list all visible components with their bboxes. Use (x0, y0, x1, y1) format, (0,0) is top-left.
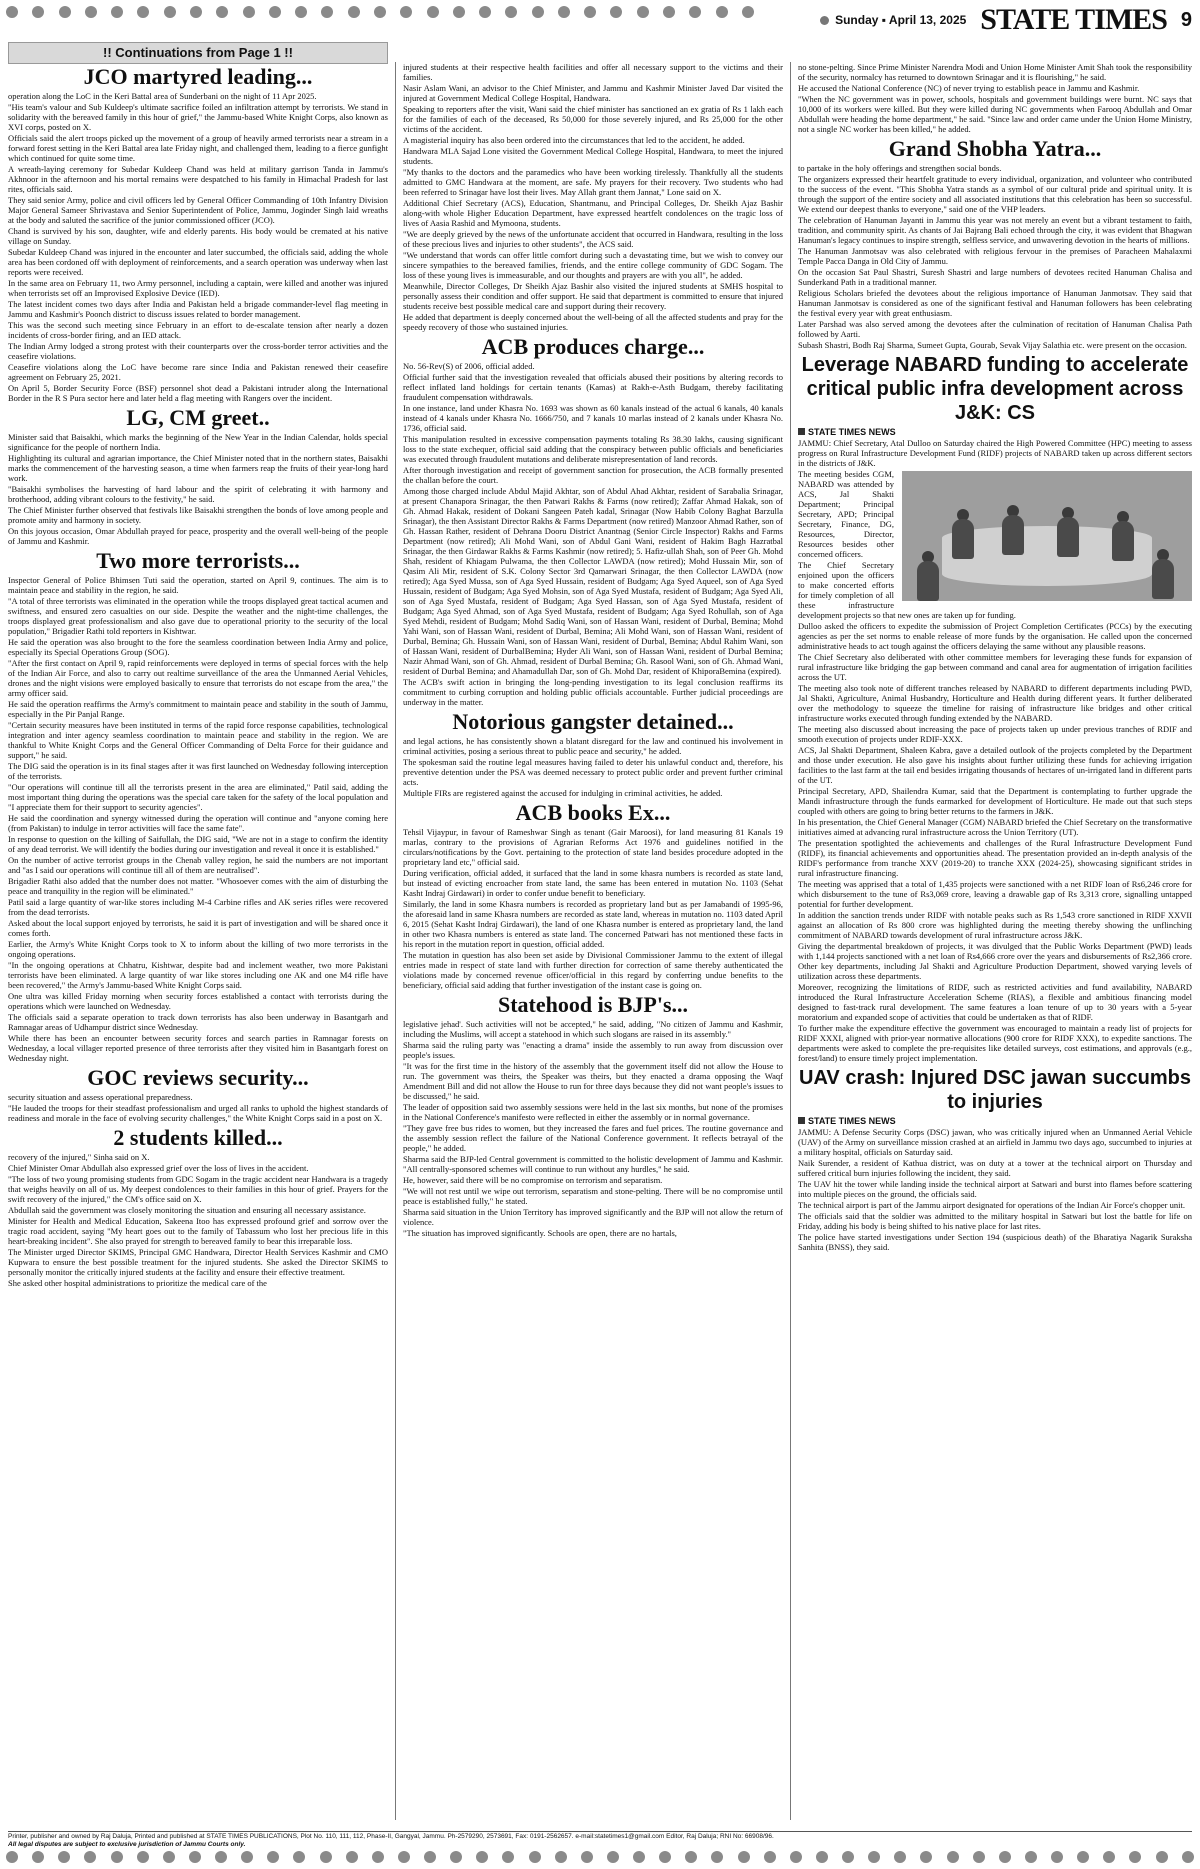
article-headline: LG, CM greet.. (126, 405, 270, 430)
newspaper-logo: STATE TIMES (980, 3, 1167, 36)
article-paragraph: Tehsil Vijaypur, in favour of Rameshwar Singh as tenant (Gair Maroosi), for land measuring 81 Kanals 19 marlas, contrary to the provisions of Agrarian Reforms Act 1976 and guidelines notified in the circulars/notifications by the Govt. pertaining to the protection of state land besides procedure adopted in the proprietary land etc," official said. (403, 827, 783, 867)
article-paragraph: Officials said the alert troops picked up the movement of a group of heavily armed terrorists near a stream in a forward forest setting in the Keri Battal area late Friday night, and challenged them, leading to a fierce gunfight which continued for quite some time. (8, 133, 388, 163)
nabard-headline: Leverage NABARD funding to accelerate critical public infra development across J&K: CS (801, 354, 1189, 424)
article-paragraph: They said senior Army, police and civil officers led by General Officer Commanding of 10th Infantry Division Major General Sameer Shrivastava and Senior Superintendent of Police, Jammu, Joginder Singh laid wreaths at the body and saluted the sacrifice of the junior commissioned officer (JCO). (8, 195, 388, 225)
article-paragraph: "When the NC government was in power, schools, hospitals and government buildings were burnt. NC says that 10,000 of its workers were killed. But they were killed during NC governments when Farooq Abdullah and Omar Abdullah were heading the home department," he said. "Since law and order came under the Union Home Ministry, not a single NC worker has been killed," he added. (798, 94, 1192, 134)
decorative-dot (58, 1851, 70, 1863)
continuations-banner: !! Continuations from Page 1 !! (8, 42, 388, 64)
footer-imprint: Printer, publisher and owned by Raj Daluja, Printed and published at STATE TIMES PUBLICATIONS, Plot No. 110, 111, 112, Phase-II, Gangyal, Jammu. Ph-2579290, 2573691, Fax: 0191-2562657. e-mail:statetimes1@gmail.com Editor, Raj Daluja; RNI No: 66908/96. (8, 1833, 774, 1840)
article-paragraph: The Chief Secretary enjoined upon the officers to make concerted efforts for timely completion of all these infrastructure development projects so that new ones are taken up for funding. (798, 560, 1016, 620)
article-paragraph: He said the coordination and synergy witnessed during the operation will continue and "anyone coming here (from Pakistan) to indulge in terror activities will face the same fate". (8, 813, 388, 833)
article-paragraph: The meeting also took note of different tranches released by NABARD to different departments including PWD, Jal Shakti, Agriculture, Animal Husbandry, Horticulture and Health during different years. It further deliberated over the methodology to squeeze the timeline for raising of infrastructure like bridges and other critical infrastructure works executed through funding extended by the NABARD. (798, 683, 1192, 723)
uav-headline: UAV crash: Injured DSC jawan succumbs to injuries (799, 1067, 1191, 1113)
article-paragraph: "We will not rest until we wipe out terrorism, separatism and stone-pelting. There will be no compromise until peace is established fully," he stated. (403, 1186, 783, 1206)
article-paragraph: to partake in the holy offerings and strengthen social bonds. (798, 163, 1002, 173)
decorative-dot (479, 6, 491, 18)
decorative-dot (584, 6, 596, 18)
column-1 (8, 62, 388, 1820)
article-paragraph: Nasir Aslam Wani, an advisor to the Chief Minister, and Jammu and Kashmir Minister Javed Dar visited the injured at Government Medical College Hospital, Handwara. (403, 83, 783, 103)
article-paragraph: Ceasefire violations along the LoC have become rare since India and Pakistan renewed their ceasefire agreement on February 25, 2021. (8, 362, 388, 382)
article-paragraph: "They gave free bus rides to women, but they increased the fares and fuel prices. The routine governance and the assembly session reflect the failure of the National Conference government. It reflects betrayal of the people," he added. (403, 1123, 783, 1153)
decorative-dot (453, 6, 465, 18)
article-headline: Statehood is BJP's... (497, 992, 689, 1017)
decorative-dot (1103, 1851, 1115, 1863)
nabard-beside-photo: The meeting besides CGM, NABARD was attended by ACS, Jal Shakti Department; Principal Secretary, APD; Principal Secretary, Finance, DG, Resources, Director, Resources besides other concerned officers. (798, 469, 894, 559)
decorative-dot (1182, 1851, 1194, 1863)
uav-body (798, 1127, 1192, 1252)
article-paragraph: "The loss of two young promising students from GDC Sogam in the tragic accident near Handwara is a tragedy that weighs heavily on all of us. My deepest condolences to their families in this hour of grief. Prayers for the swift recovery of the injured," the CM's office said on X. (8, 1174, 388, 1204)
decorative-dot (6, 6, 18, 18)
article-paragraph: He added that department is deeply concerned about the well-being of all the affected students and pray for the speedy recovery of those who sustained injuries. (403, 312, 783, 332)
decorative-dot (532, 6, 544, 18)
article-paragraph: This manipulation resulted in excessive compensation payments totaling Rs 38.30 lakhs, causing significant loss to the state exchequer, official said adding that the conspiracy between public officials and beneficiaries was executed through fraudulent mutations and deliberate misrepresentation of land records. (403, 434, 783, 464)
article-paragraph: "In the ongoing operations at Chhatru, Kishtwar, despite bad and inclement weather, two more Pakistani terrorists have been eliminated. A large quantity of war like stores including one AK and one M4 rifle have been recovered," the Army's Jammu-based White Knight Corps said. (8, 960, 388, 990)
article-paragraph: ACS, Jal Shakti Department, Shaleen Kabra, gave a detailed outlook of the projects completed by the Department and those under execution. He also gave his insights about further utilizing these funds for achieving irrigation facilities to the last farm at the tail end besides irrigating thousands of hectares of un-irrigated land in different parts of the UT. (798, 745, 1192, 785)
article-paragraph: In his presentation, the Chief General Manager (CGM) NABARD briefed the Chief Secretary on the transformative initiatives aimed at advancing rural infrastructure across the Union Territory (UT). (798, 817, 1192, 837)
decorative-dot (59, 6, 71, 18)
article-paragraph: Brigadier Rathi also added that the number does not matter. "Whosoever comes with the aim of disturbing the peace and tranquility in the region will be eliminated." (8, 876, 388, 896)
article-paragraph: Multiple FIRs are registered against the accused for indulging in criminal activities, he added. (403, 788, 723, 798)
page-footer (8, 1831, 1192, 1849)
article-paragraph: The technical airport is part of the Jammu airport designated for operations of the Indian Air Force's chopper unit. (798, 1200, 1185, 1210)
article-paragraph: The police have started investigations under Section 194 (suspicious death) of the Bharatiya Nagarik Suraksha Sanhita (BNSS), they said. (798, 1232, 1192, 1252)
person-shape (917, 561, 939, 601)
decorative-dot (764, 1851, 776, 1863)
article-paragraph: One ultra was killed Friday morning when security forces established a contact with terrorists during the operations which were launched on Wednesday. (8, 991, 388, 1011)
article-paragraph: legislative jehad'. Such activities will not be accepted," he said, adding, "No citizen of Jammu and Kashmir, including the Muslims, will accept a statehood in which such slogans are raised in its assembly." (403, 1019, 783, 1039)
decorative-dot (1025, 1851, 1037, 1863)
article-paragraph: "He lauded the troops for their steadfast professionalism and urged all ranks to uphold the highest standards of readiness and morale in the face of evolving security challenges," the White Knight Corps said in a post on X. (8, 1103, 388, 1123)
column-2 (403, 62, 783, 1820)
article-paragraph: On the number of active terrorist groups in the Chenab valley region, he said the numbers are not important and "as I said our operations will continue till all of them are neutralised". (8, 855, 388, 875)
decorative-dot (164, 6, 176, 18)
article-paragraph: Abdullah said the government was closely monitoring the situation and ensuring all necessary assistance. (8, 1205, 366, 1215)
column-3-continuations (798, 62, 1192, 350)
decorative-dot (320, 1851, 332, 1863)
decorative-dot (607, 1851, 619, 1863)
article-paragraph: The celebration of Hanuman Jayanti in Jammu this year was not merely an event but a vibrant testament to faith, tradition, and community spirit. As chants of Jai Bajrang Bali echoed through the city, it was evident that Bhagwan Hanuman's legacy continues to inspire strength, selfless service, and unwavering devotion in the hearts of millions. (798, 215, 1192, 245)
article-paragraph: During verification, official added, it surfaced that the land in some khasra numbers is recorded as state land, but instead of evicting encroacher from state land, the same has been entered in mutation No. 1103 (Sehat Kasht Indraj Girdawari) in order to confer undue benefit to beneficiary. (403, 868, 783, 898)
decorative-dot (610, 6, 622, 18)
decorative-dot (85, 6, 97, 18)
uav-byline-text: STATE TIMES NEWS (808, 1116, 896, 1126)
decorative-dot (894, 1851, 906, 1863)
byline-square-icon (798, 428, 805, 435)
decorative-dot (295, 6, 307, 18)
decorative-dot (920, 1851, 932, 1863)
decorative-dot (973, 1851, 985, 1863)
article-paragraph: Official further said that the investigation revealed that officials abused their positions by altering records to reflect inflated land holdings for certain tenants (Kamas) at Rakh-e-Asth Budgam, thereby facilitating fraudulent compensation withdrawals. (403, 372, 783, 402)
article-paragraph: no stone-pelting. Since Prime Minister Narendra Modi and Union Home Minister Amit Shah took the responsibility of the security, normalcy has returned to downtown Srinagar and it is flourishing," he said. (798, 62, 1192, 82)
decorative-dot (424, 1851, 436, 1863)
article-paragraph: She asked other hospital administrations to prioritize the medical care of the (8, 1278, 267, 1288)
article-paragraph: recovery of the injured," Sinha said on X. (8, 1152, 150, 1162)
article-headline: Notorious gangster detained... (452, 709, 734, 734)
article-paragraph: The Chief Secretary also deliberated with other committee members for leveraging these funds for expansion of rural infrastructure like bridging the gap between command and canal area for augmentation of irrigation facilities across the UT. (798, 652, 1192, 682)
person-shape (952, 519, 974, 559)
article-paragraph: "Our operations will continue till all the terrorists present in the area are eliminated," Patil said, adding the most important thing during the operations was the special care taken for the safety of the local population and "I appreciate them for their support to security agencies". (8, 782, 388, 812)
article-headline: Two more terrorists... (96, 548, 300, 573)
decorative-dot (111, 1851, 123, 1863)
article-paragraph: He said the operation reaffirms the Army's commitment to maintain peace and stability in the south of Jammu, especially in the Pir Panjal Range. (8, 699, 388, 719)
decorative-dot (190, 6, 202, 18)
person-shape (1002, 515, 1024, 555)
article-paragraph: In the same area on February 11, two Army personnel, including a captain, were killed and another was injured when terrorists set off an Improvised Explosive Device (IED). (8, 278, 388, 298)
decorative-dot (111, 6, 123, 18)
column-rule (395, 62, 396, 1820)
meeting-photo (902, 471, 1192, 601)
decorative-dot (32, 1851, 44, 1863)
decorative-dot (476, 1851, 488, 1863)
article-paragraph: and legal actions, he has consistently shown a blatant disregard for the law and continued his involvement in criminal activities, posing a serious threat to public peace and security," he added. (403, 736, 783, 756)
article-paragraph: The spokesman said the routine legal measures having failed to deter his unlawful conduct and, therefore, his preventive detention under the PSA was deemed necessary to protect public order and prevent further criminal acts. (403, 757, 783, 787)
article-headline: GOC reviews security... (87, 1065, 309, 1090)
article-headline: JCO martyred leading... (83, 64, 313, 89)
article-paragraph: "A total of three terrorists was eliminated in the operation while the troops displayed great tactical acumen and swiftness, and ensured zero casualties on our side. Despite the weather and the night-time challenges, the troops displayed great professionalism and also gave due to operational priority to the security of the local population," Brigadier Rathi told reporters in Kishtwar. (8, 596, 388, 636)
decorative-dot (189, 1851, 201, 1863)
nabard-lead: JAMMU: Chief Secretary, Atal Dulloo on Saturday chaired the High Powered Committee (HPC) meeting to assess progress on Rural Infrastructure Development Fund (RIDF) projects of NABARD taken up across different sectors in the districts of J&K. (798, 438, 1192, 468)
article-paragraph: Sharma said the BJP-led Central government is committed to the holistic development of Jammu and Kashmir. "All centrally-sponsored schemes will continue to run without any hurdles," he said. (403, 1154, 783, 1174)
nabard-byline (798, 427, 1192, 438)
article-paragraph: The officials said that the soldier was admitted to the military hospital in Satwari but lost the battle for life on Friday, adding his body is being shifted to his native place for last rites. (798, 1211, 1192, 1231)
masthead (760, 0, 1200, 40)
decorative-dot (84, 1851, 96, 1863)
article-paragraph: On this joyous occasion, Omar Abdullah prayed for peace, prosperity and the overall well-being of the people of Jammu and Kashmir. (8, 526, 388, 546)
decorative-dot (711, 1851, 723, 1863)
page-number: 9 (1180, 8, 1192, 31)
article-paragraph: "It was for the first time in the history of the assembly that the government itself did not allow the House to run. The government was theirs, the Speaker was theirs, but they enacted a drama opposing the Waqf Amendment Bill and did not allow the House to run for three days because they did not want people's issues to be discussed," he said. (403, 1061, 783, 1101)
decorative-dot (293, 1851, 305, 1863)
article-paragraph: The ACB's swift action in bringing the long-pending investigation to its legal conclusion reaffirms its commitment to curbing corruption and holding public officials accountable. Further judicial proceedings are underway in the matter. (403, 677, 783, 707)
decorative-dot (558, 6, 570, 18)
article-paragraph: Among those charged include Abdul Majid Akhtar, son of Abdul Ahad Akhtar, resident of Sarabalia Srinagar, at present Chanapora Srinagar, the then Patwari Rakhs & Farms (now retired); Zaffar Ahmad Hakak, son of Gh. Ahmad Hakak, resident of Dokani Sangeen Pateh kadal, Srinagar (Now Habib Colony Baghat Barzulla Srinagar), the then Assistant Director Rakhs & Farms Department (now retired) Manzoor Ahmad Rather, son of Gh. Hassan Rather, resident of Dehrana Dooru District Anantnag (Senior Circle Inspector) Rakhs and Farms Department (now retired); Ali Mohd Wani, son of Abdul Gani Wani, resident of Hakim Bagh Hazratbal Srinagar, the then Girdawar Rakhs & Farms Kashmir (now retired); 5. Hafiz-ullah Shah, son of Peer Gh. Mohd Shah, resident of Khiagam Pulwama, the then Collector LAWDA (now retired); Mohd Hussain Mir, son of Qasim Ali Mir, resident of S.K. Colony Sector 3rd Qamarwari Srinagar, the then Collector LAWDA (now retired); Aga Syed Mussa, son of Aga Syed Hussain, resident of Budgam; Aga Syed Aqueel, son of Aga Syed Hussain, resident of Budgam; Aga Syed Mohsin, son of Aga Syed Mustafa, resident of Budgam; Aga Syed Ali, son of Aga Syed Mustafa, resident of Budgam; Aga Syed Hassan, son of Aga Syed Mustafa, resident of Budgam; Aga Syed Ahmad, son of Aga Syed Mustafa, resident of Budgam; Aga Syed Rohullah, son of Aga Syed Mehdi, resident of Budgam; Mohd Sadiq Wani, son of Hassan Wani, resident of Durbal, Bemina; Mohd Yahi Wani, son of Hassan Wani, resident of Durbal, Bemina; Ali Mohd Wani, son of Hassan Wani, resident of Durbal, Bemina; Gh. Hussain Wani, son of Hassan Wani, resident of Durbal, Bemina; Abdul Rahim Wani, son of Hassan Wani, resident of DurbalBemina; Hyder Ali Wani, son of Hassan Wani, resident of Durbal Bemina; Nazir Ahmad Wani, son of Gh. Ahmad, resident of Durbal Bemina; Gh. Rasool Wani, son of Gh. Ahmad Wani, resident of Durbal Bemina; and Ahamadullah Dar, son of Gh. Mohd Dar, resident of KhiporaBemina (expired). (403, 486, 783, 676)
decorative-dot (790, 1851, 802, 1863)
decorative-dot (215, 1851, 227, 1863)
uav-byline (798, 1116, 1192, 1127)
decorative-dot (529, 1851, 541, 1863)
article-paragraph: To further make the expenditure effective the government was encouraged to maintain a ready list of projects for RIDF XXXI, aligned with prior-year normative allocations (900 crore for RIDF XXX), to expedite sanctions. The departments were asked to complete the pre-requisites like detailed surveys, cost estimations, and approvals (e.g., forest/land) to ensure timely project implementation. (798, 1023, 1192, 1063)
decorative-dot (267, 1851, 279, 1863)
decorative-dot (816, 1851, 828, 1863)
article-paragraph: Minister said that Baisakhi, which marks the beginning of the New Year in the Indian Calendar, holds special significance for the people of northern India. (8, 432, 388, 452)
person-shape (1152, 559, 1174, 599)
article-paragraph: The presentation spotlighted the achievements and challenges of the Rural Infrastructure Development Fund (RIDF), its financial achievements and opportunities ahead. The presentation provided an in-depth analysis of the RIDF's performance from tranche XXV (2019-20) to tranche XXX (2024-25), showcasing significant strides in rural infrastructure financing. (798, 838, 1192, 878)
article-paragraph: The meeting also discussed about increasing the pace of projects taken up under previous tranches of RDIF and smooth execution of projects under RDIF-XXX. (798, 724, 1192, 744)
article-paragraph: Patil said a large quantity of war-like stores including M-4 Carbine rifles and AK series rifles were recovered from the dead terrorists. (8, 897, 388, 917)
top-decorative-dots (0, 4, 760, 20)
decorative-dot (1129, 1851, 1141, 1863)
decorative-dot (1077, 1851, 1089, 1863)
article-paragraph: Chief Minister Omar Abdullah also expressed grief over the loss of lives in the accident. (8, 1163, 309, 1173)
article-headline: Grand Shobha Yatra... (888, 136, 1102, 161)
article-paragraph: Dulloo asked the officers to expedite the submission of Project Completion Certificates (PCCs) by the executing agencies as per the set norms to enable release of more funds by the organisation. He called upon the concerned administrative heads to act tough against the officers delaying the same without any plausible reasons. (798, 621, 1192, 651)
article-paragraph: Asked about the local support enjoyed by terrorists, he said it is part of investigation and will be shared once it comes forth. (8, 918, 388, 938)
decorative-dot (868, 1851, 880, 1863)
article-paragraph: In addition the sanction trends under RIDF with notable peaks such as Rs 1,543 crore sanctioned in RIDF XXVII against an allocation of Rs 800 crore was highlighted during the meeting thereby showing the unflinching commitment of NABARD towards development of rural infrastructure across J&K. (798, 910, 1192, 940)
article-paragraph: This was the second such meeting since February in an effort to de-escalate tension after nearly a dozen incidents of cross-border firing, and an IED attack. (8, 320, 388, 340)
footer-jurisdiction: All legal disputes are subject to exclusive jurisdiction of Jammu Courts only. (8, 1841, 246, 1848)
article-paragraph: Subash Shastri, Bodh Raj Sharma, Sumeet Gupta, Gourab, Sevak Vijay Salathia etc. were present on the occasion. (798, 340, 1187, 350)
article-paragraph: The officials said a separate operation to track down terrorists has also been underway in Basantgarh and Ramnagar areas of Udhampur district since Wednesday. (8, 1012, 388, 1032)
article-paragraph: The Hanuman Janmotsav was also celebrated with religious fervour in the premises of Paracheen Mahalaxmi Temple Pacca Danga in Old City of Jammu. (798, 246, 1192, 266)
article-paragraph: Earlier, the Army's White Knight Corps took to X to inform about the killing of two more terrorists in the ongoing operations. (8, 939, 388, 959)
article-headline: ACB produces charge... (481, 334, 705, 359)
decorative-dot (947, 1851, 959, 1863)
article-paragraph: "My thanks to the doctors and the paramedics who have been working tirelessly. Thankfully all the students admitted to GMC Handwara at the moment, are safe. My prayers for their recovery. Two students who had been referred to Srinagar have lost their lives. May Allah grant them Jannat," Lone said on X. (403, 167, 783, 197)
decorative-dot (450, 1851, 462, 1863)
date-bullet-icon (820, 16, 829, 25)
article-paragraph: On the occasion Sat Paul Shastri, Suresh Shastri and large numbers of devotees recited Hanuman Chalisa and Sunderkand Path in a traditional manner. (798, 267, 1192, 287)
article-paragraph: JAMMU: A Defense Security Corps (DSC) jawan, who was critically injured when an Unmanned Aerial Vehicle (UAV) of the Army on surveillance mission crashed at an airfield in Jammu two days ago, succumbed to injuries at a military hospital, officials on Saturday said. (798, 1127, 1192, 1157)
nabard-byline-text: STATE TIMES NEWS (808, 427, 896, 437)
article-paragraph: The UAV hit the tower while landing inside the technical airport at Satwari and burst into flames before scattering into multiple pieces on the ground, the officials said. (798, 1179, 1192, 1199)
article-paragraph: Meanwhile, Director Colleges, Dr Sheikh Ajaz Bashir also visited the injured students at SMHS hospital to personally assess their condition and offer support. He said that department is committed to ensure that injured students receive best possible medical care and support during their recovery. (403, 281, 783, 311)
article-paragraph: Religious Scholars briefed the devotees about the religious importance of Hanuman Janmotsav. They said that Hanuman Janmotsav is considered as one of the significant festival and Hanuman followers has been celebrating the festival every year with great enthusiasm. (798, 288, 1192, 318)
decorative-dot (137, 6, 149, 18)
byline-square-icon (798, 1117, 805, 1124)
article-paragraph: Giving the departmental breakdown of projects, it was divulged that the Public Works Department (PWD) leads with 1,144 projects sanctioned with a net loan of Rs4,666 crore over the years and disbursements of Rs2,366 crore. Other key departments, including Jal Shakti and Agriculture Production Department, showed varying levels of utilization across these departments. (798, 941, 1192, 981)
decorative-dot (716, 6, 728, 18)
decorative-dot (374, 6, 386, 18)
person-shape (1057, 517, 1079, 557)
article-paragraph: Speaking to reporters after the visit, Wani said the chief minister has sanctioned an ex gratia of Rs 1 lakh each for the families of each of the deceased, Rs 50,000 for those severely injured, and Rs 25,000 for the other victims of the accident. (403, 104, 783, 134)
article-paragraph: The mutation in question has also been set aside by Divisional Commissioner Jammu to the extent of illegal entries made in respect of state land with further direction for correction of same thereby authenticated the violations made by concerned revenue officer/official in this regard by conferring undue benefits to the beneficiary, official said adding that further investigation of the instant case is going on. (403, 950, 783, 990)
article-paragraph: "We are deeply grieved by the news of the unfortunate accident that occurred in Handwara, resulting in the loss of these precious lives and injuries to other students", the ACS said. (403, 229, 783, 249)
article-paragraph: Principal Secretary, APD, Shailendra Kumar, said that the Department is contemplating to further upgrade the Mandi infrastructure through the funds earmarked for development of Horticulture. He made out that such steps coupled with others are going to bring better returns to the farmers in J&K. (798, 786, 1192, 816)
article-paragraph: Handwara MLA Sajad Lone visited the Government Medical College Hospital, Handwara, to meet the injured students. (403, 146, 783, 166)
article-paragraph: security situation and assess operational preparedness. (8, 1092, 193, 1102)
decorative-dot (689, 6, 701, 18)
article-paragraph: A wreath-laying ceremony for Subedar Kuldeep Chand was held at military garrison Tanda in Jammu's Akhnoor in the afternoon and his mortal remains were despatched to his family in Himachal Pradesh for last rites, officials said. (8, 164, 388, 194)
article-paragraph: The meeting was apprised that a total of 1,435 projects were sanctioned with a net RIDF loan of Rs6,246 crore for which disbursement to the tune of Rs3,069 crore, leaving a drawable gap of Rs 3,313 crore, signalling untapped potential for further development. (798, 879, 1192, 909)
decorative-dot (659, 1851, 671, 1863)
article-paragraph: operation along the LoC in the Keri Battal area of Sunderbani on the night of 11 Apr 2025. (8, 91, 317, 101)
article-paragraph: On April 5, Border Security Force (BSF) personnel shot dead a Pakistani intruder along the International Border in the R S Pura sector here and later held a flag meeting with Rangers over the incident. (8, 383, 388, 403)
article-paragraph: "After the first contact on April 9, rapid reinforcements were deployed in terms of special forces with the help of the Indian Air Force, and also to carry out realtime surveillance of the area the Unmanned Aerial Vehicles, drones and the night visions were employed basically to ensure that terrorists do not escape from the area," the army officer said. (8, 658, 388, 698)
article-paragraph: He, however, said there will be no compromise on terrorism and separatism. (403, 1175, 663, 1185)
article-paragraph: Sharma said situation in the Union Territory has improved significantly and the BJP will not allow the return of violence. (403, 1207, 783, 1227)
decorative-dot (637, 6, 649, 18)
decorative-dot (346, 1851, 358, 1863)
decorative-dot (738, 1851, 750, 1863)
article-paragraph: Inspector General of Police Bhimsen Tuti said the operation, started on April 9, continues. The aim is to maintain peace and stability in the region, he said. (8, 575, 388, 595)
article-paragraph: Highlighting its cultural and agrarian importance, the Chief Minister noted that in the northern states, Baisakhi marks the commencement of the harvesting season, a time when farmers reap the fruits of their year-long hard work. (8, 453, 388, 483)
decorative-dot (1156, 1851, 1168, 1863)
issue-date: Sunday ▪ April 13, 2025 (835, 13, 967, 27)
decorative-dot (216, 6, 228, 18)
article-paragraph: Sharma said the ruling party was "enacting a drama" inside the assembly to run away from discussion over people's issues. (403, 1040, 783, 1060)
decorative-dot (685, 1851, 697, 1863)
decorative-dot (505, 6, 517, 18)
article-paragraph: "His team's valour and Sub Kuldeep's ultimate sacrifice foiled an infiltration attempt by terrorists. We stand in solidarity with the bereaved family in this hour of grief," the Jammu-based White Knight Corps, also known as XVI corps, posted on X. (8, 102, 388, 132)
bottom-decorative-dots (0, 1849, 1200, 1865)
newspaper-page (8, 42, 1192, 1832)
article-paragraph: Naik Surender, a resident of Kathua district, was on duty at a tower at the technical airport on Thursday and suffered critical burn injuries following the incident, they said. (798, 1158, 1192, 1178)
article-paragraph: The latest incident comes two days after India and Pakistan held a brigade commander-level flag meeting in Jammu and Kashmir's Poonch district to discuss issues related to border management. (8, 299, 388, 319)
article-paragraph: In one instance, land under Khasra No. 1693 was shown as 60 kanals instead of the actual 6 kanals, 40 kanals instead of 4 kanals under Khasra No. 1666/750, and 7 kanals 10 marlas instead of 2 kanals under Khasra No. 1736, official said. (403, 403, 783, 433)
decorative-dot (742, 6, 754, 18)
decorative-dot (633, 1851, 645, 1863)
decorative-dot (243, 6, 255, 18)
article-paragraph: Subedar Kuldeep Chand was injured in the encounter and later succumbed, the officials said, adding the whole area has been cordoned off with deployment of reinforcements, and a search operation was underway when last reports were received. (8, 247, 388, 277)
decorative-dot (372, 1851, 384, 1863)
article-paragraph: The DIG said the operation is in its final stages after it was first launched on Wednesday following interception of the terrorists. (8, 761, 388, 781)
article-paragraph: Moreover, recognizing the limitations of RIDF, such as restricted activities and fund availability, NABARD introduced the Rural Infrastructure Acceleration Scheme (RIAS), a flexible and ambitious financing model designed to fast-track rural development. The same features a loan tenure of up to 30 years with a 5-year moratorium and expanded scope of activities that could be undertaken as that of RIDF. (798, 982, 1192, 1022)
decorative-dot (427, 6, 439, 18)
decorative-dot (999, 1851, 1011, 1863)
decorative-dot (269, 6, 281, 18)
article-paragraph: injured students at their respective health facilities and offer all necessary support to the victims and their families. (403, 62, 783, 82)
article-paragraph: The Chief Minister further observed that festivals like Baisakhi strengthen the bonds of love among people and promote amity and harmony in society. (8, 505, 388, 525)
decorative-dot (163, 1851, 175, 1863)
article-paragraph: Chand is survived by his son, daughter, wife and elderly parents. His body would be cremated at his native village on Sunday. (8, 226, 388, 246)
article-paragraph: Additional Chief Secretary (ACS), Education, Shantmanu, and Principal Colleges, Dr. Sheikh Ajaz Bashir along-with whole Higher Education Department, have expressed heartfelt condolences on the tragic loss of lives of Aasia Rashid and Mymoona, students. (403, 198, 783, 228)
article-paragraph: Minister for Health and Medical Education, Sakeena Itoo has expressed profound grief and sorrow over the tragic road accident, saying "My heart goes out to the family of Tabassum who lost her precious life in this heart-breaking incident". She also prayed for strength to bereaved family to bear this irreparable loss. (8, 1216, 388, 1246)
decorative-dot (348, 6, 360, 18)
article-paragraph: In response to question on the killing of Saifullah, the DIG said, "We are not in a stage to confirm the identity of any dead terrorist. We will identify the bodies during our investigation and reveal it once it is established." (8, 834, 388, 854)
uav-article (798, 1066, 1192, 1252)
article-paragraph: "The situation has improved significantly. Schools are open, there are no hartals, (403, 1228, 677, 1238)
nabard-article (798, 353, 1192, 1063)
decorative-dot (137, 1851, 149, 1863)
decorative-dot (398, 1851, 410, 1863)
article-paragraph: The Indian Army lodged a strong protest with their counterparts over the cross-border terror activities and the ceasefire violations. (8, 341, 388, 361)
article-paragraph: "We understand that words can offer little comfort during such a devastating time, but we wish to convey our sincere sympathies to the bereaved families, friends, and the entire college community of GDC Sogam. The loss of these young lives is immeasurable, and our thoughts and prayers are with you all", he added. (403, 250, 783, 280)
article-paragraph: He accused the National Conference (NC) of never trying to establish peace in Jammu and Kashmir. (798, 83, 1140, 93)
decorative-dot (6, 1851, 18, 1863)
decorative-dot (1051, 1851, 1063, 1863)
decorative-dot (400, 6, 412, 18)
person-shape (1112, 521, 1134, 561)
article-paragraph: After thorough investigation and receipt of government sanction for prosecution, the ACB formally presented the challan before the court. (403, 465, 783, 485)
decorative-dot (32, 6, 44, 18)
article-paragraph: The leader of opposition said two assembly sessions were held in the last six months, but none of the promises in the National Conference's manifesto were reflected in either the assembly or in normal governance. (403, 1102, 783, 1122)
decorative-dot (581, 1851, 593, 1863)
article-paragraph: Later Parshad was also served among the devotees after the culmination of recitation of Hanuman Chalisa Path followed by Aarti. (798, 319, 1192, 339)
decorative-dot (241, 1851, 253, 1863)
article-paragraph: Similarly, the land in some Khasra numbers is recorded as proprietary land but as per Jamabandi of 1995-96, the aforesaid land in same Khasra numbers are recorded as state land, whereas in mutation no. 1103 dated April 6, 2015 (Sehat Kasht Indraj Girdawari), the land of one Khasra number is entered as proprietary land, the land in other two Khasra numbers is entered as state land. The concerned Patwari has not mentioned these facts in his report in the mutation report in question, official added. (403, 899, 783, 949)
article-paragraph: A magisterial inquiry has also been ordered into the circumstances that led to the accident, he added. (403, 135, 745, 145)
article-headline: ACB books Ex... (515, 800, 671, 825)
nabard-body (798, 560, 1192, 1063)
decorative-dot (502, 1851, 514, 1863)
decorative-dot (555, 1851, 567, 1863)
column-3 (798, 62, 1192, 1820)
article-paragraph: The Minister urged Director SKIMS, Principal GMC Handwara, Director Health Services Kashmir and CMO Kupwara to ensure the best possible treatment for the injured students. She asked the Director SKIMS to personally monitor the critically injured students at the facility and ensure their effective treatment. (8, 1247, 388, 1277)
decorative-dot (663, 6, 675, 18)
decorative-dot (321, 6, 333, 18)
article-paragraph: The organizers expressed their heartfelt gratitude to every individual, organization, and volunteer who contributed to the success of the event. "This Shobha Yatra stands as a symbol of our cultural pride and spiritual unity. It is through the support of the entire society and all associated institutions that this celebration has been so successful. We extend our deepest thanks to everyone," said one of the VHP leaders. (798, 174, 1192, 214)
article-paragraph: "Baisakhi symbolises the harvesting of hard labour and the spirit of celebrating it with harmony and brotherhood, adding vibrant colours to the festivity," he said. (8, 484, 388, 504)
decorative-dot (842, 1851, 854, 1863)
article-paragraph: No. 56-Rev(S) of 2006, official added. (403, 361, 535, 371)
article-paragraph: "Certain security measures have been instituted in terms of the rapid force response capabilities, technological integration and inter agency seamless coordination to maintain peace and stability in the region. We are thankful to White Knight Corps and the General Officer Commanding of Delta Force for their guidance and support," he said. (8, 720, 388, 760)
article-headline: 2 students killed... (113, 1125, 283, 1150)
article-paragraph: While there has been an encounter between security forces and search parties in Ramnagar forests on Wednesday, a local villager reported presence of three terrorists after they visited him in Basantgarh forest on Wednesday night. (8, 1033, 388, 1063)
column-rule (790, 62, 791, 1820)
article-paragraph: He said the operation was also brought to the fore the seamless coordination between India Army and police, especially its Special Operations Group (SOG). (8, 637, 388, 657)
